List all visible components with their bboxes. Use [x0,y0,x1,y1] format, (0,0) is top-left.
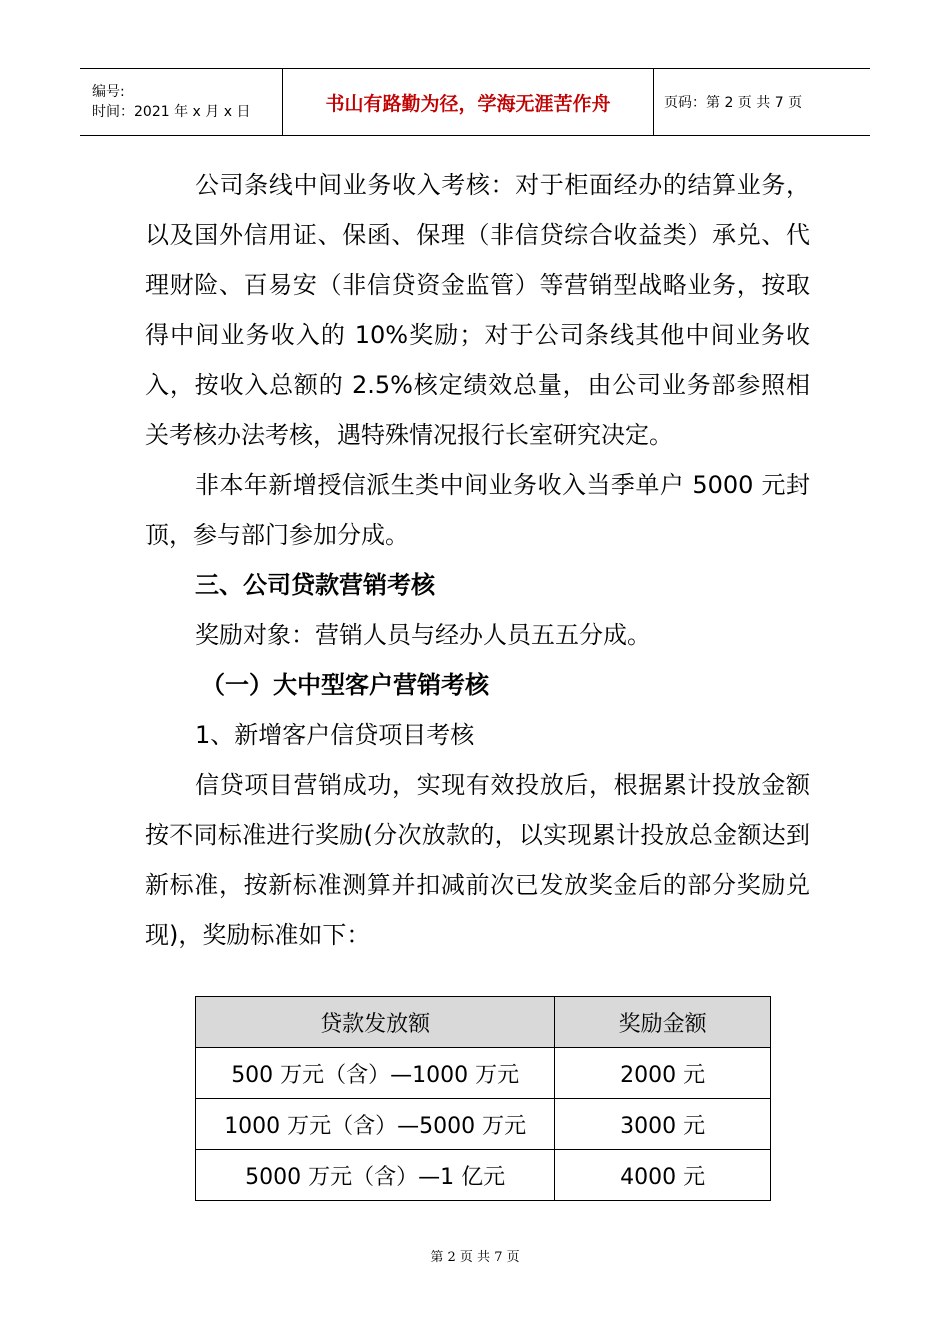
page-footer [0,1246,950,1265]
document-number-label: 编号: [92,84,125,100]
paragraph-derived-income-cap: 非本年新增授信派生类中间业务收入当季单户 5000 元封顶，参与部门参加分成。 [145,471,810,549]
table-row [196,1099,771,1150]
table-header-row [196,997,771,1048]
column-header-reward-amount: 奖励金额 [555,997,771,1048]
table-row [196,1048,771,1099]
header-motto [282,69,654,135]
item-heading: 1、新增客户信贷项目考核 [195,721,475,749]
header-meta [80,69,282,135]
motto-text: 书山有路勤为径，学海无涯苦作舟 [325,92,611,115]
table-cell-reward-amount: 4000 元 [555,1150,771,1201]
reward-table-container [195,996,771,1201]
document-body [145,160,810,960]
table-cell-reward-amount: 2000 元 [555,1048,771,1099]
page-header [80,68,870,136]
table-cell-loan-amount: 1000 万元（含）—5000 万元 [196,1099,555,1150]
document-date: 时间：2021 年 x 月 x 日 [92,104,251,120]
header-page-info [654,69,870,135]
reward-target: 奖励对象：营销人员与经办人员五五分成。 [195,621,651,649]
paragraph-intermediate-income: 公司条线中间业务收入考核：对于柜面经办的结算业务，以及国外信用证、保函、保理（非信贷综合收益类）承兑、代理财险、百易安（非信贷资金监管）等营销型战略业务，按取得中间业务收入的 10%奖励；对于公司条线其他中间业务收入，按收入总额的 2.5%核定绩效总量，由公司业务部参照相关考核办法考核，遇特殊情况报行长室研究决定。 [145,171,810,449]
reward-table [195,996,771,1201]
table-cell-reward-amount: 3000 元 [555,1099,771,1150]
column-header-loan-amount: 贷款发放额 [196,997,555,1048]
section-heading: 三、公司贷款营销考核 [195,571,435,599]
table-cell-loan-amount: 5000 万元（含）—1 亿元 [196,1150,555,1201]
table-row [196,1150,771,1201]
page-info-text: 页码：第 2 页 共 7 页 [664,95,803,111]
table-cell-loan-amount: 500 万元（含）—1000 万元 [196,1048,555,1099]
footer-page-number: 第 2 页 共 7 页 [430,1250,520,1265]
item-paragraph: 信贷项目营销成功，实现有效投放后，根据累计投放金额按不同标准进行奖励(分次放款的，以实现累计投放总金额达到新标准，按新标准测算并扣减前次已发放奖金后的部分奖励兑现)，奖励标准如下： [145,771,810,949]
subsection-heading: （一）大中型客户营销考核 [201,671,489,699]
